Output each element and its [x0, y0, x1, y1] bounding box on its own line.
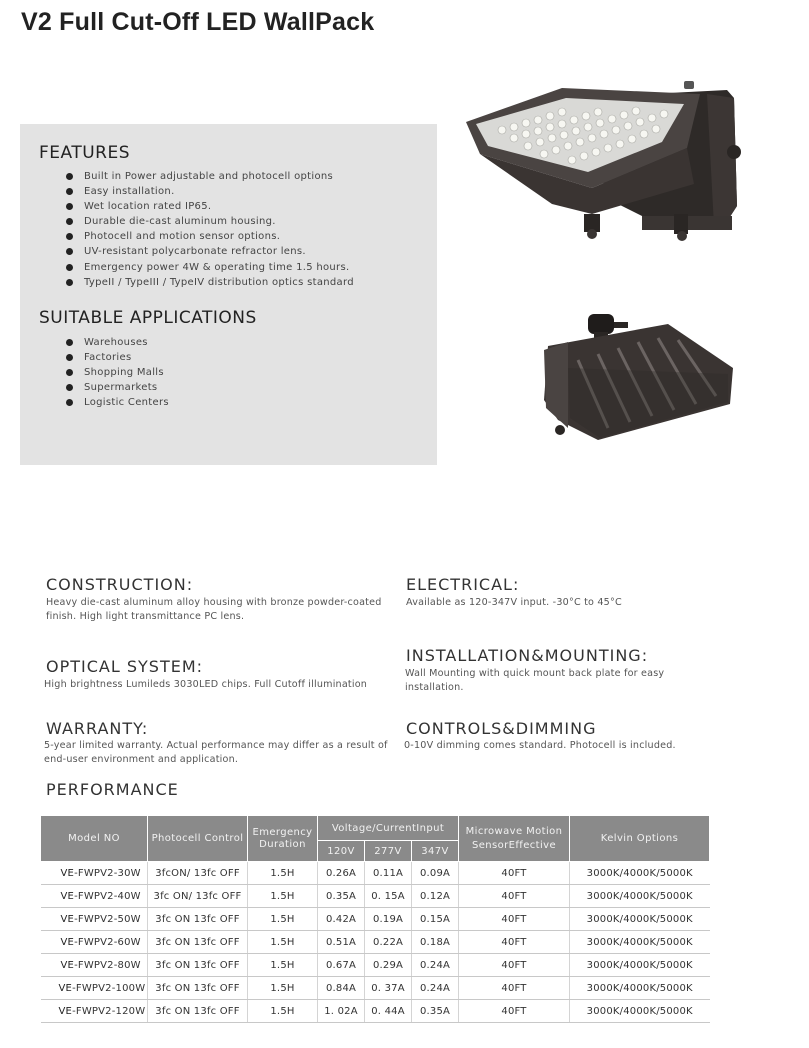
current-277v-cell: 0.29A	[365, 954, 412, 977]
current-347v-cell: 0.12A	[412, 885, 459, 908]
table-row	[41, 931, 710, 954]
installation-text: Wall Mounting with quick mount back plate for easy installation.	[405, 668, 665, 693]
header-motion: Microwave Motion SensorEffective	[459, 816, 570, 862]
installation-heading: INSTALLATION&MOUNTING:	[406, 646, 649, 665]
table-row	[41, 954, 710, 977]
emergency-cell: 1.5H	[248, 977, 318, 1000]
application-item: Factories	[66, 350, 169, 365]
current-277v-cell: 0. 37A	[365, 977, 412, 1000]
warranty-heading: WARRANTY:	[46, 719, 149, 738]
model-cell: VE-FWPV2-40W	[41, 885, 148, 908]
emergency-cell: 1.5H	[248, 908, 318, 931]
kelvin-cell: 3000K/4000K/5000K	[570, 885, 710, 908]
model-cell: VE-FWPV2-30W	[41, 862, 148, 885]
table-row	[41, 908, 710, 931]
emergency-cell: 1.5H	[248, 931, 318, 954]
current-277v-cell: 0.11A	[365, 862, 412, 885]
header-voltage: Voltage/CurrentInput	[318, 816, 459, 841]
features-list	[66, 169, 354, 290]
photocell-cell: 3fc ON 13fc OFF	[148, 908, 248, 931]
current-347v-cell: 0.15A	[412, 908, 459, 931]
photocell-cell: 3fcON/ 13fc OFF	[148, 862, 248, 885]
feature-item: UV-resistant polycarbonate refractor lens.	[66, 244, 354, 259]
feature-item: TypeII / TypeIII / TypeIV distribution optics standard	[66, 275, 354, 290]
motion-cell: 40FT	[459, 908, 570, 931]
current-277v-cell: 0.19A	[365, 908, 412, 931]
page-title: V2 Full Cut-Off LED WallPack	[21, 8, 375, 36]
optical-text: High brightness Lumileds 3030LED chips. Full Cutoff illumination	[44, 679, 368, 690]
feature-item: Wet location rated IP65.	[66, 199, 354, 214]
current-120v-cell: 0.84A	[318, 977, 365, 1000]
performance-heading: PERFORMANCE	[46, 780, 179, 799]
current-277v-cell: 0. 15A	[365, 885, 412, 908]
current-120v-cell: 1. 02A	[318, 1000, 365, 1023]
current-347v-cell: 0.35A	[412, 1000, 459, 1023]
feature-item: Easy installation.	[66, 184, 354, 199]
table-row	[41, 885, 710, 908]
motion-cell: 40FT	[459, 931, 570, 954]
photocell-cell: 3fc ON 13fc OFF	[148, 931, 248, 954]
current-347v-cell: 0.18A	[412, 931, 459, 954]
kelvin-cell: 3000K/4000K/5000K	[570, 954, 710, 977]
current-277v-cell: 0. 44A	[365, 1000, 412, 1023]
model-cell: VE-FWPV2-50W	[41, 908, 148, 931]
wallpack-front-image	[462, 76, 747, 246]
feature-item: Photocell and motion sensor options.	[66, 229, 354, 244]
emergency-cell: 1.5H	[248, 885, 318, 908]
photocell-cell: 3fc ON 13fc OFF	[148, 1000, 248, 1023]
current-120v-cell: 0.51A	[318, 931, 365, 954]
kelvin-cell: 3000K/4000K/5000K	[570, 862, 710, 885]
feature-item: Emergency power 4W & operating time 1.5 hours.	[66, 260, 354, 275]
model-cell: VE-FWPV2-60W	[41, 931, 148, 954]
kelvin-cell: 3000K/4000K/5000K	[570, 931, 710, 954]
model-cell: VE-FWPV2-80W	[41, 954, 148, 977]
photocell-cell: 3fc ON 13fc OFF	[148, 954, 248, 977]
header-model: Model NO	[41, 816, 148, 862]
table-row	[41, 1000, 710, 1023]
header-120v: 120V	[318, 841, 365, 862]
optical-heading: OPTICAL SYSTEM:	[46, 657, 204, 676]
current-120v-cell: 0.35A	[318, 885, 365, 908]
model-cell: VE-FWPV2-100W	[41, 977, 148, 1000]
emergency-cell: 1.5H	[248, 862, 318, 885]
warranty-text: 5-year limited warranty. Actual performance may differ as a result of end-user environment and application.	[44, 740, 388, 765]
emergency-cell: 1.5H	[248, 1000, 318, 1023]
wallpack-rear-image	[538, 310, 738, 444]
current-347v-cell: 0.09A	[412, 862, 459, 885]
photocell-cell: 3fc ON/ 13fc OFF	[148, 885, 248, 908]
current-120v-cell: 0.42A	[318, 908, 365, 931]
header-emergency: Emergency Duration	[248, 816, 318, 862]
motion-cell: 40FT	[459, 977, 570, 1000]
features-heading: FEATURES	[39, 143, 131, 163]
header-photocell: Photocell Control	[148, 816, 248, 862]
header-kelvin: Kelvin Options	[570, 816, 710, 862]
application-item: Warehouses	[66, 335, 169, 350]
motion-cell: 40FT	[459, 954, 570, 977]
controls-heading: CONTROLS&DIMMING	[406, 719, 597, 738]
model-cell: VE-FWPV2-120W	[41, 1000, 148, 1023]
construction-heading: CONSTRUCTION:	[46, 575, 194, 594]
current-277v-cell: 0.22A	[365, 931, 412, 954]
current-347v-cell: 0.24A	[412, 954, 459, 977]
motion-cell: 40FT	[459, 1000, 570, 1023]
table-row	[41, 977, 710, 1000]
feature-item: Built in Power adjustable and photocell options	[66, 169, 354, 184]
electrical-heading: ELECTRICAL:	[406, 575, 520, 594]
kelvin-cell: 3000K/4000K/5000K	[570, 908, 710, 931]
application-item: Shopping Malls	[66, 365, 169, 380]
photocell-cell: 3fc ON 13fc OFF	[148, 977, 248, 1000]
table-row	[41, 862, 710, 885]
current-347v-cell: 0.24A	[412, 977, 459, 1000]
kelvin-cell: 3000K/4000K/5000K	[570, 977, 710, 1000]
current-120v-cell: 0.67A	[318, 954, 365, 977]
feature-item: Durable die-cast aluminum housing.	[66, 214, 354, 229]
controls-text: 0-10V dimming comes standard. Photocell is included.	[404, 740, 676, 751]
kelvin-cell: 3000K/4000K/5000K	[570, 1000, 710, 1023]
application-item: Supermarkets	[66, 380, 169, 395]
applications-heading: SUITABLE APPLICATIONS	[39, 308, 257, 328]
performance-table	[40, 815, 710, 1023]
current-120v-cell: 0.26A	[318, 862, 365, 885]
motion-cell: 40FT	[459, 885, 570, 908]
application-item: Logistic Centers	[66, 395, 169, 410]
header-347v: 347V	[412, 841, 459, 862]
header-277v: 277V	[365, 841, 412, 862]
electrical-text: Available as 120-347V input. -30°C to 45°C	[406, 597, 622, 608]
construction-text: Heavy die-cast aluminum alloy housing with bronze powder-coated finish. High light transmittance PC lens.	[46, 597, 382, 622]
emergency-cell: 1.5H	[248, 954, 318, 977]
motion-cell: 40FT	[459, 862, 570, 885]
applications-list	[66, 335, 169, 410]
